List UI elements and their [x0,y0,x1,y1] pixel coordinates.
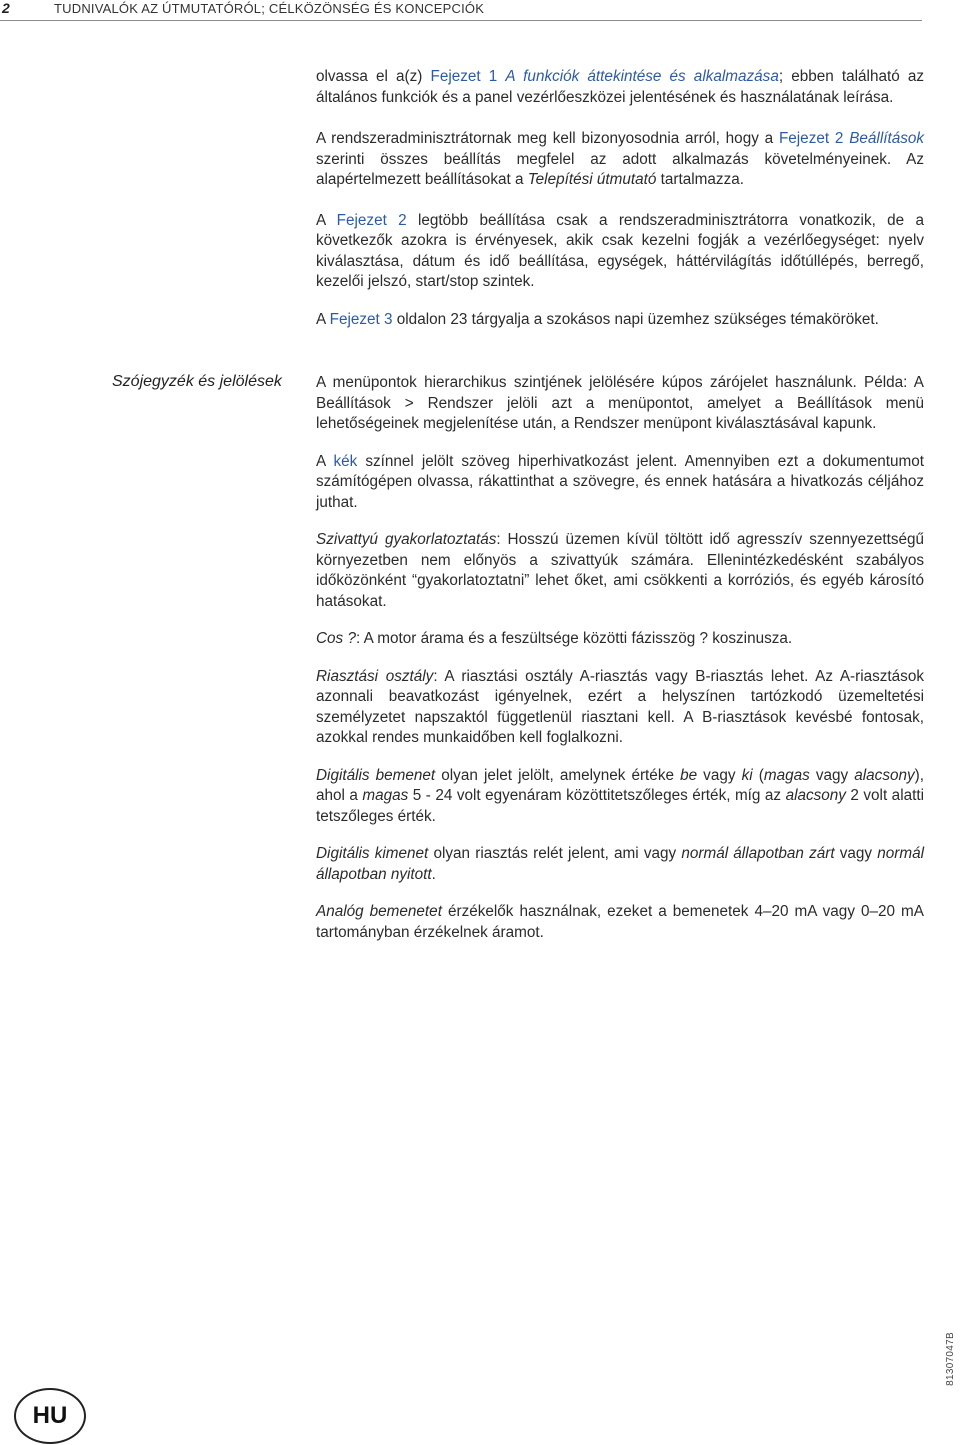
page-number: 2 [2,0,10,16]
term-alarm-class: Riasztási osztály [316,667,434,685]
chapter-title: TUDNIVALÓK AZ ÚTMUTATÓRÓL; CÉLKÖZÖNSÉG ÉS KONCEPCIÓK [54,1,485,16]
term-digital-output: Digitális kimenet [316,845,429,862]
glossary-paragraph-digital-input: Digitális bemenet olyan jelet jelölt, amelynek értéke be vagy ki (magas vagy alacsony), ahol a magas 5 - 24 volt egyenáram közöttitetszőleges érték, míg az alacsony 2 volt alatti tetszőleges érték. [316,766,924,825]
chapter-3-link[interactable]: Fejezet 3 [329,310,393,328]
chapter-1-title-link[interactable]: A funkciók áttekintése és alkalmazása [505,68,779,85]
term-cos: Cos ? [316,630,356,647]
chapter-1-link[interactable]: Fejezet 1 [430,68,498,85]
glossary-paragraph-pump: Szivattyú gyakorlatoztatás: Hosszú üzemen kívül töltött idő agresszív szennyezettségű környezetben nem előnyös a szivattyúk számára. Ellenintézkedésként szabályos időközönként “gyakorlatoztatni” lehet őket, ami csökkenti a korróziós, és egyéb károsító hatásokat. [316,531,925,610]
chapter-2-title-link[interactable]: Beállítások [849,130,925,147]
page-header [0,0,922,21]
glossary-paragraph-link: A kék színnel jelölt szöveg hiperhivatkozást jelent. Amennyiben ezt a dokumentumot számítógépen olvassa, rákattinthat a szövegre, és ennek hatására a hivatkozás céljához juthat. [316,452,924,511]
chapter-2-link[interactable]: Fejezet 2 [778,130,844,147]
term-pump-exercise: Szivattyú gyakorlatoztatás [316,531,497,548]
term-digital-input: Digitális bemenet [316,766,436,784]
glossary-paragraph-cos: Cos ?: A motor árama és a feszültsége közötti fázisszög ? koszinusza. [316,630,793,647]
glossary-heading: Szójegyzék és jelölések [112,373,282,390]
glossary-paragraph-menu: A menüpontok hierarchikus szintjének jelölésére kúpos zárójelet használunk. Példa: A Beállítások > Rendszer jelöli azt a menüpontot, amelyet a Beállítások menü lehetőségeinek megjelenítése után, a Rendszer menüpont kiválasztásával kapunk. [316,374,925,432]
blue-word: kék [333,452,358,470]
glossary-paragraph-alarm-class: Riasztási osztály: A riasztási osztály A-riasztás vagy B-riasztás lehet. Az A-riasztások azonnali beavatkozást igényelnek, ezért a helyszínen tartózkodó üzemeltetési személyzetet napszaktól függetlenül riasztani kell. A B-riasztások kevésbé fontosak, azokkal rendes munkaidőben kell foglalkozni. [316,667,924,746]
intro-paragraph-1: olvassa el a(z) Fejezet 1 A funkciók áttekintése és alkalmazása; ebben található az általános funkciók és a panel vezérlőeszközei jelentésének és használatának leírása. [316,68,924,106]
intro-paragraph-4: A Fejezet 3 oldalon 23 tárgyalja a szokásos napi üzemhez szükséges témaköröket. [316,310,879,328]
intro-section [316,67,924,330]
glossary-paragraph-digital-output: Digitális kimenet olyan riasztás relét jelent, ami vagy normál állapotban zárt vagy normál állapotban nyitott. [316,845,925,883]
chapter-2-link-2[interactable]: Fejezet 2 [336,211,407,229]
document-code: 81307047B [945,1332,956,1386]
term-analog-input: Analóg bemenetet [316,903,442,920]
intro-paragraph-3: A Fejezet 2 legtöbb beállítása csak a rendszeradminisztrátorra vonatkozik, de a következők azokra is érvényesek, akik csak kezelni fogják a vezérlőegységet: nyelv kiválasztása, dátum és idő beállítása, egységek, háttérvilágítás időtúllépés, berregő, kezelői jelszó, start/stop szintek. [316,211,924,290]
glossary-paragraph-analog-input: Analóg bemenetet érzékelők használnak, ezeket a bemenetek 4–20 mA vagy 0–20 mA tartományban érzékelnek áramot. [316,903,924,941]
glossary-section [316,373,924,943]
language-badge: HU [14,1388,86,1444]
intro-paragraph-2: A rendszeradminisztrátornak meg kell bizonyosodnia arról, hogy a Fejezet 2 Beállítások szerinti összes beállítás megfelel az adott alkalmazás követelményeinek. Az alapértelmezett beállításokat a Telepítési útmutató tartalmazza. [316,130,925,188]
